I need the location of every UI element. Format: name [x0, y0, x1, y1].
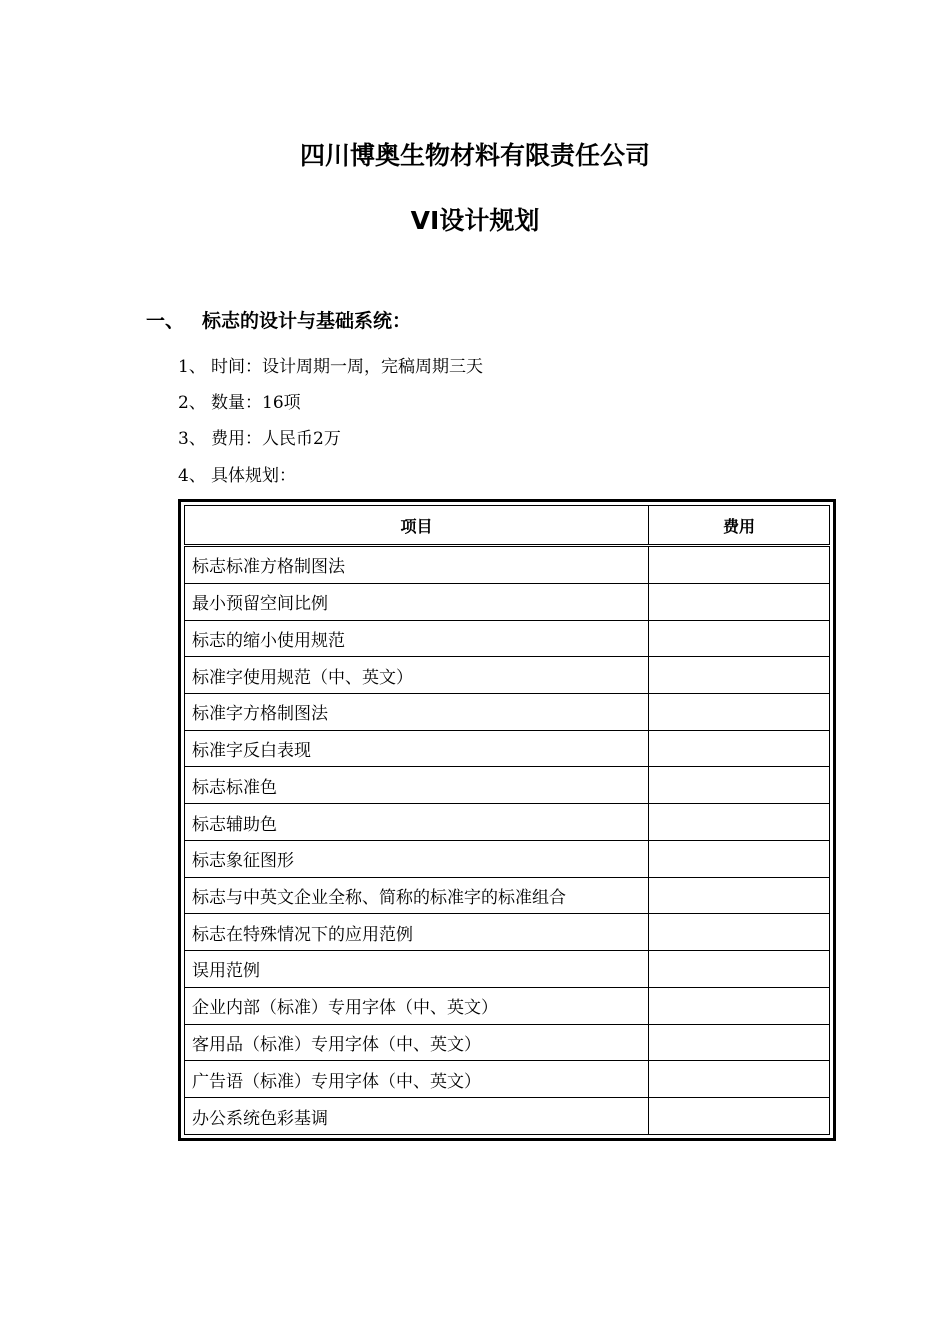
list-item-number: 4、 [178, 466, 206, 486]
list-item-number: 3、 [178, 429, 206, 449]
item-cell: 标准字使用规范（中、英文） [185, 657, 649, 694]
cost-cell [649, 620, 830, 657]
table-row [185, 657, 830, 694]
table-row [185, 804, 830, 841]
cost-cell [649, 1024, 830, 1061]
cost-cell [649, 914, 830, 951]
header-item: 项目 [185, 506, 649, 546]
cost-cell [649, 1098, 830, 1135]
table-row [185, 951, 830, 988]
item-cell: 标志与中英文企业全称、简称的标准字的标准组合 [185, 877, 649, 914]
table-row [185, 840, 830, 877]
table-row [185, 1098, 830, 1135]
item-cell: 客用品（标准）专用字体（中、英文） [185, 1024, 649, 1061]
list-item-number: 2、 [178, 393, 206, 413]
table-row [185, 987, 830, 1024]
item-cell: 最小预留空间比例 [185, 583, 649, 620]
item-cell: 标志标准方格制图法 [185, 546, 649, 584]
section-title: 标志的设计与基础系统： [202, 310, 412, 332]
table-row [185, 546, 830, 584]
table-row [185, 767, 830, 804]
list-item [178, 464, 296, 488]
company-title: 四川博奥生物材料有限责任公司 [299, 141, 650, 170]
cost-cell [649, 730, 830, 767]
table-row [185, 1061, 830, 1098]
cost-cell [649, 583, 830, 620]
item-cell: 标志辅助色 [185, 804, 649, 841]
table-body [185, 546, 830, 1135]
item-cell: 标志的缩小使用规范 [185, 620, 649, 657]
item-cell: 误用范例 [185, 951, 649, 988]
cost-cell [649, 1061, 830, 1098]
header-cost: 费用 [649, 506, 830, 546]
item-cell: 标准字反白表现 [185, 730, 649, 767]
cost-cell [649, 546, 830, 584]
document-subtitle: VI设计规划 [410, 206, 540, 235]
cost-cell [649, 693, 830, 730]
cost-cell [649, 657, 830, 694]
cost-cell [649, 987, 830, 1024]
table-row [185, 730, 830, 767]
item-cell: 办公系统色彩基调 [185, 1098, 649, 1135]
list-item [178, 355, 483, 379]
item-cell: 标志象征图形 [185, 840, 649, 877]
cost-cell [649, 951, 830, 988]
list-item-text: 数量：16项 [211, 393, 301, 413]
cost-cell [649, 804, 830, 841]
list-item [178, 427, 341, 451]
list-item-text: 时间：设计周期一周，完稿周期三天 [211, 357, 483, 377]
table-row [185, 914, 830, 951]
section-heading [146, 306, 411, 333]
item-cell: 广告语（标准）专用字体（中、英文） [185, 1061, 649, 1098]
item-cell: 企业内部（标准）专用字体（中、英文） [185, 987, 649, 1024]
item-cell: 标志在特殊情况下的应用范例 [185, 914, 649, 951]
list-item [178, 391, 301, 415]
table-header-row [185, 506, 830, 546]
cost-cell [649, 767, 830, 804]
table-row [185, 620, 830, 657]
table-row [185, 693, 830, 730]
cost-cell [649, 877, 830, 914]
item-cell: 标准字方格制图法 [185, 693, 649, 730]
table-row [185, 877, 830, 914]
item-cell: 标志标准色 [185, 767, 649, 804]
section-number: 一、 [146, 310, 185, 332]
table-row [185, 1024, 830, 1061]
cost-cell [649, 840, 830, 877]
list-item-number: 1、 [178, 357, 206, 377]
planning-table [184, 505, 830, 1135]
table-row [185, 583, 830, 620]
list-item-text: 费用：人民币2万 [211, 429, 341, 449]
list-item-text: 具体规划： [211, 466, 296, 486]
planning-table-frame [178, 499, 836, 1141]
